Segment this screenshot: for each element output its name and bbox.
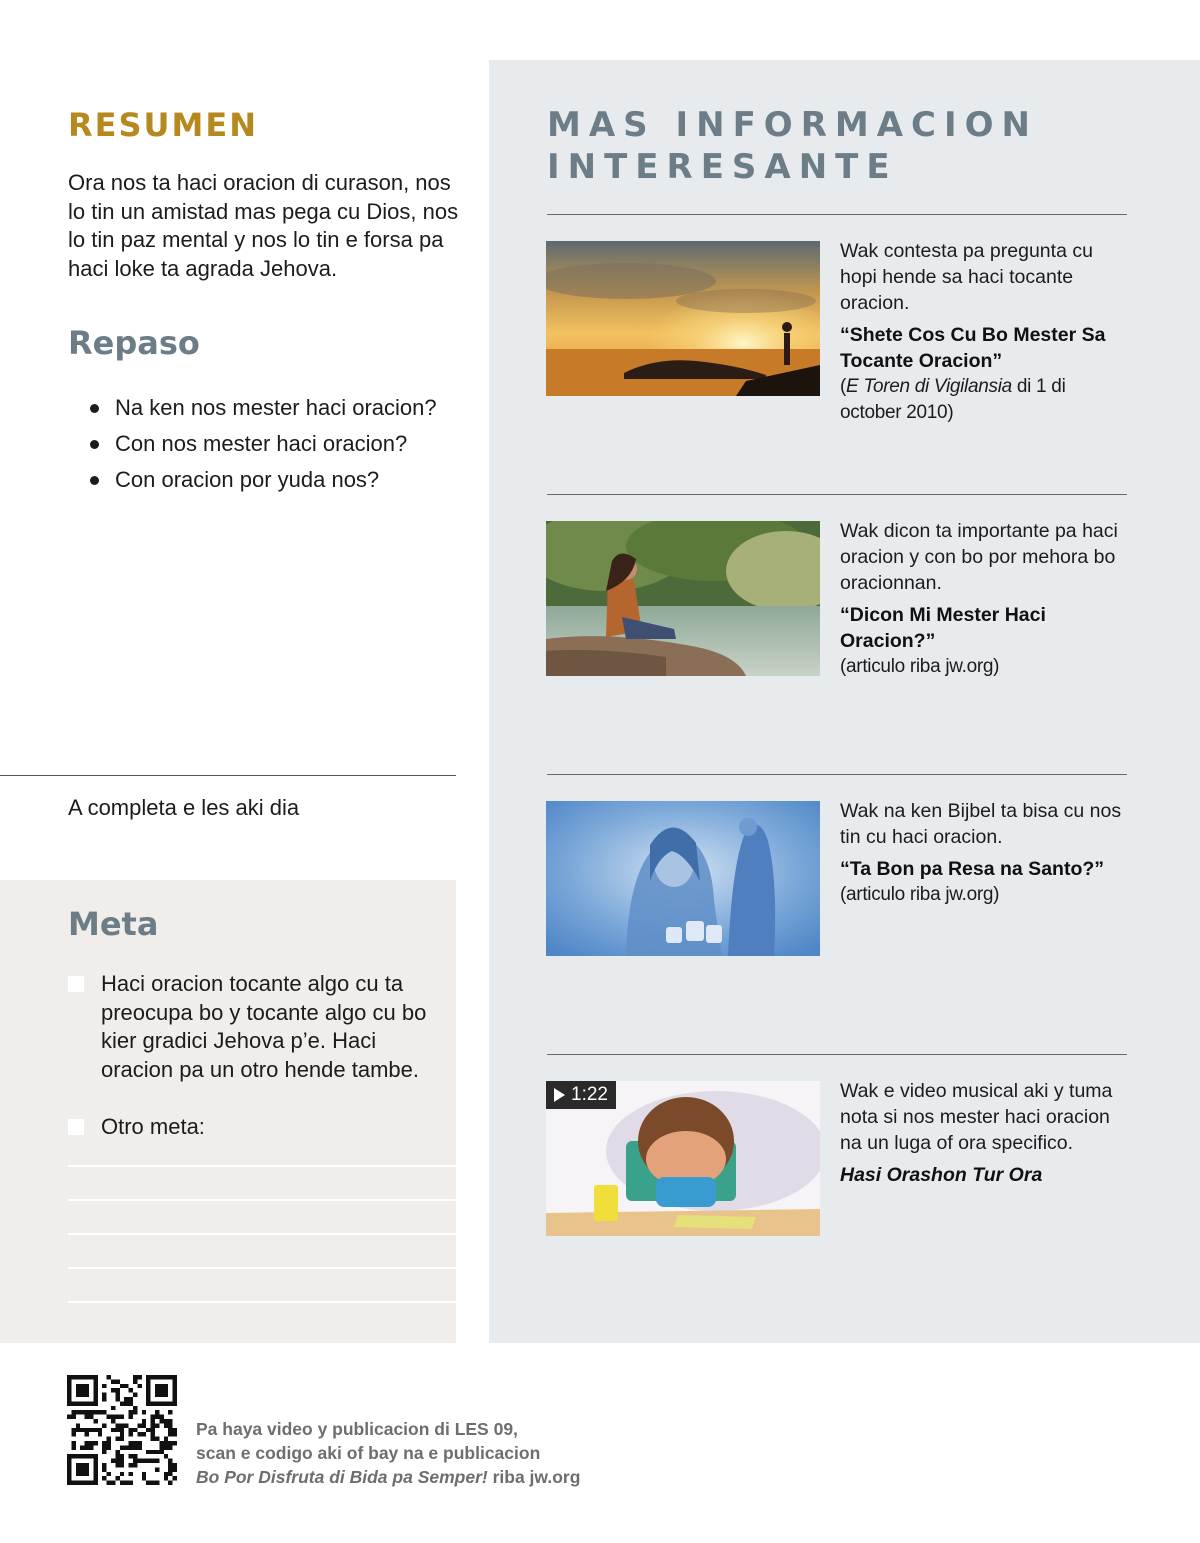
divider <box>0 775 456 776</box>
write-line[interactable] <box>68 1233 456 1235</box>
goal-item-other: Otro meta: <box>68 1113 448 1142</box>
footer-line-3: Bo Por Disfruta di Bida pa Semper! riba jw.org <box>196 1467 581 1487</box>
goal-box <box>0 880 456 1343</box>
write-line[interactable] <box>68 1165 456 1167</box>
card-1-source: (E Toren di Vigilansia di 1 di october 2010) <box>840 376 1066 423</box>
footer-line-1: Pa haya video y publicacion di LES 09, <box>196 1419 518 1439</box>
qr-code[interactable] <box>67 1375 177 1485</box>
write-line[interactable] <box>68 1199 456 1201</box>
goal-heading: Meta <box>68 905 159 943</box>
list-item: Con nos mester haci oracion? <box>90 426 437 462</box>
card-4-description: Wak e video musical aki y tuma nota si nos mester haci oracion na un luga of ora specifico. <box>840 1080 1113 1154</box>
summary-body: Ora nos ta haci oracion di curason, nos lo tin un amistad mas pega cu Dios, nos lo tin paz mental y nos lo tin e forsa pa haci loke ta agrada Jehova. <box>68 170 459 281</box>
divider <box>547 494 1127 495</box>
list-item: Con oracion por yuda nos? <box>90 462 437 498</box>
card-4-text <box>840 1078 1130 1188</box>
sunset-person-on-rock-image[interactable] <box>546 241 820 396</box>
woman-praying-before-statue-image[interactable] <box>546 801 820 956</box>
video-duration: 1:22 <box>571 1084 608 1105</box>
card-3-link[interactable]: “Ta Bon pa Resa na Santo?” <box>840 858 1105 880</box>
card-2-source: (articulo riba jw.org) <box>840 656 1000 677</box>
card-3-description: Wak na ken Bijbel ta bisa cu nos tin cu haci oracion. <box>840 800 1122 848</box>
card-2-link[interactable]: “Dicon Mi Mester Haci Oracion?” <box>840 604 1046 652</box>
card-4-video-title[interactable]: Hasi Orashon Tur Ora <box>840 1164 1043 1186</box>
summary-heading: RESUMEN <box>68 106 259 144</box>
footer-line-2: scan e codigo aki of bay na e publicacion <box>196 1443 541 1463</box>
more-info-heading-line1: MAS INFORMACION <box>547 105 1038 145</box>
write-line[interactable] <box>68 1301 456 1303</box>
card-1-description: Wak contesta pa pregunta cu hopi hende sa haci tocante oracion. <box>840 240 1093 314</box>
woman-sitting-by-river-image[interactable] <box>546 521 820 676</box>
card-1-link[interactable]: “Shete Cos Cu Bo Mester Sa Tocante Oracion” <box>840 324 1106 372</box>
video-duration-badge <box>546 1081 616 1109</box>
footer-text <box>196 1417 716 1489</box>
card-2-description: Wak dicon ta importante pa haci oracion y con bo por mehora bo oracionnan. <box>840 520 1118 594</box>
goal-item: Haci oracion tocante algo cu ta preocupa bo y tocante algo cu bo kier gradici Jehova p’e. Haci oracion pa un otro hende tambe. <box>68 970 448 1084</box>
checkbox[interactable] <box>68 976 84 992</box>
card-3-text <box>840 798 1130 908</box>
list-item: Na ken nos mester haci oracion? <box>90 390 437 426</box>
card-1-text <box>840 238 1130 426</box>
checkbox[interactable] <box>68 1119 84 1135</box>
animated-boy-praying-image[interactable] <box>546 1081 820 1236</box>
completion-date-label[interactable]: A completa e les aki dia <box>68 795 300 820</box>
play-icon <box>554 1088 565 1102</box>
review-heading: Repaso <box>68 324 200 362</box>
card-2-text <box>840 518 1130 680</box>
divider <box>547 214 1127 215</box>
bullet-icon <box>90 440 99 449</box>
more-info-heading-line2: INTERESANTE <box>547 147 898 187</box>
write-line[interactable] <box>68 1267 456 1269</box>
review-questions <box>90 390 437 498</box>
divider <box>547 1054 1127 1055</box>
divider <box>547 774 1127 775</box>
card-3-source: (articulo riba jw.org) <box>840 884 1000 905</box>
bullet-icon <box>90 476 99 485</box>
bullet-icon <box>90 404 99 413</box>
more-info-heading <box>547 104 1127 188</box>
